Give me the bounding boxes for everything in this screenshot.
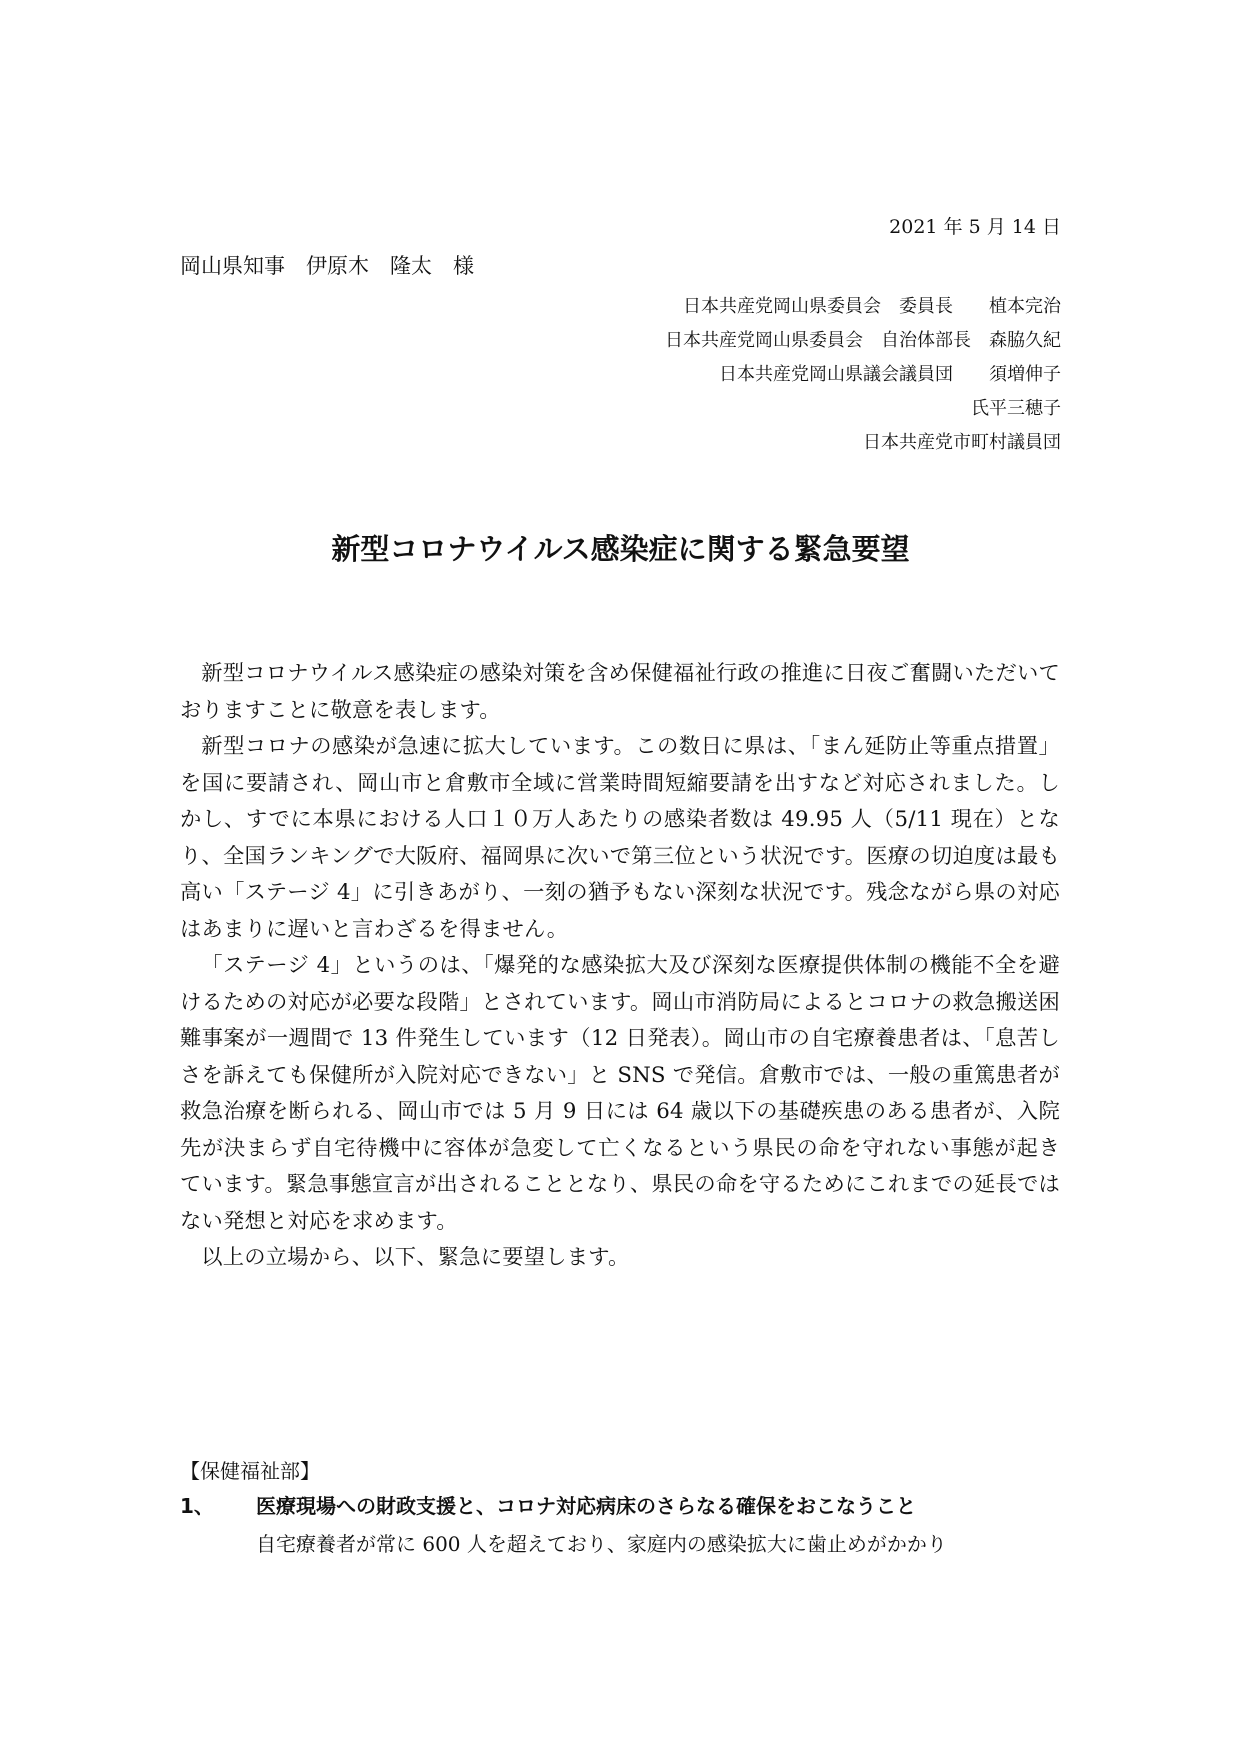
addressee: 岡山県知事 伊原木 隆太 様 — [180, 254, 474, 278]
sender-line: 日本共産党岡山県委員会 自治体部長 森脇久紀 — [665, 330, 1061, 351]
request-item-body: 自宅療養者が常に 600 人を超えており、家庭内の感染拡大に歯止めがかかり — [256, 1532, 947, 1556]
body-text — [180, 656, 1060, 1277]
body-paragraph: 新型コロナウイルス感染症の感染対策を含め保健福祉行政の推進に日夜ご奮闘いただいておりますことに敬意を表します。 — [180, 661, 1060, 723]
document-date: 2021 年 5 月 14 日 — [889, 216, 1061, 238]
sender-line: 日本共産党岡山県委員会 委員長 植本完治 — [683, 296, 1061, 317]
sender-line: 日本共産党岡山県議会議員団 須増伸子 — [719, 364, 1061, 385]
sender-block — [361, 290, 1061, 460]
request-item-number: 1、 — [180, 1494, 214, 1518]
section-label: 【保健福祉部】 — [180, 1459, 320, 1483]
body-paragraph: 以上の立場から、以下、緊急に要望します。 — [201, 1245, 630, 1270]
request-item-heading — [180, 1490, 1080, 1519]
sender-line: 氏平三穂子 — [971, 398, 1061, 419]
body-paragraph: 新型コロナの感染が急速に拡大しています。この数日に県は、「まん延防止等重点措置」を国に要請され、岡山市と倉敷市全域に営業時間短縮要請を出すなど対応されました。しかし、すでに本県における人口１０万人あたりの感染者数は 49.95 人（5/11 現在）となり、全国ランキングで大阪府、福岡県に次いで第三位という状況です。医療の切迫度は最も高い「ステージ 4」に引きあがり、一刻の猶予もない深刻な状況です。残念ながら県の対応はあまりに遅いと言わざるを得ません。 — [180, 734, 1060, 942]
document-title: 新型コロナウイルス感染症に関する緊急要望 — [331, 532, 910, 566]
request-item-title: 医療現場への財政支援と、コロナ対応病床のさらなる確保をおこなうこと — [256, 1494, 916, 1518]
body-paragraph: 「ステージ 4」というのは、「爆発的な感染拡大及び深刻な医療提供体制の機能不全を避けるための対応が必要な段階」とされています。岡山市消防局によるとコロナの救急搬送困難事案が一週間で 13 件発生しています（12 日発表）。岡山市の自宅療養患者は、「息苦しさを訴えても保健所が入院対応できない」と SNS で発信。倉敷市では、一般の重篤患者が救急治療を断られる、岡山市では 5 月 9 日には 64 歳以下の基礎疾患のある患者が、入院先が決まらず自宅待機中に容体が急変して亡くなるという県民の命を守れない事態が起きています。緊急事態宣言が出されることとなり、県民の命を守るためにこれまでの延長ではない発想と対応を求めます。 — [180, 953, 1060, 1234]
sender-line: 日本共産党市町村議員団 — [863, 432, 1061, 453]
